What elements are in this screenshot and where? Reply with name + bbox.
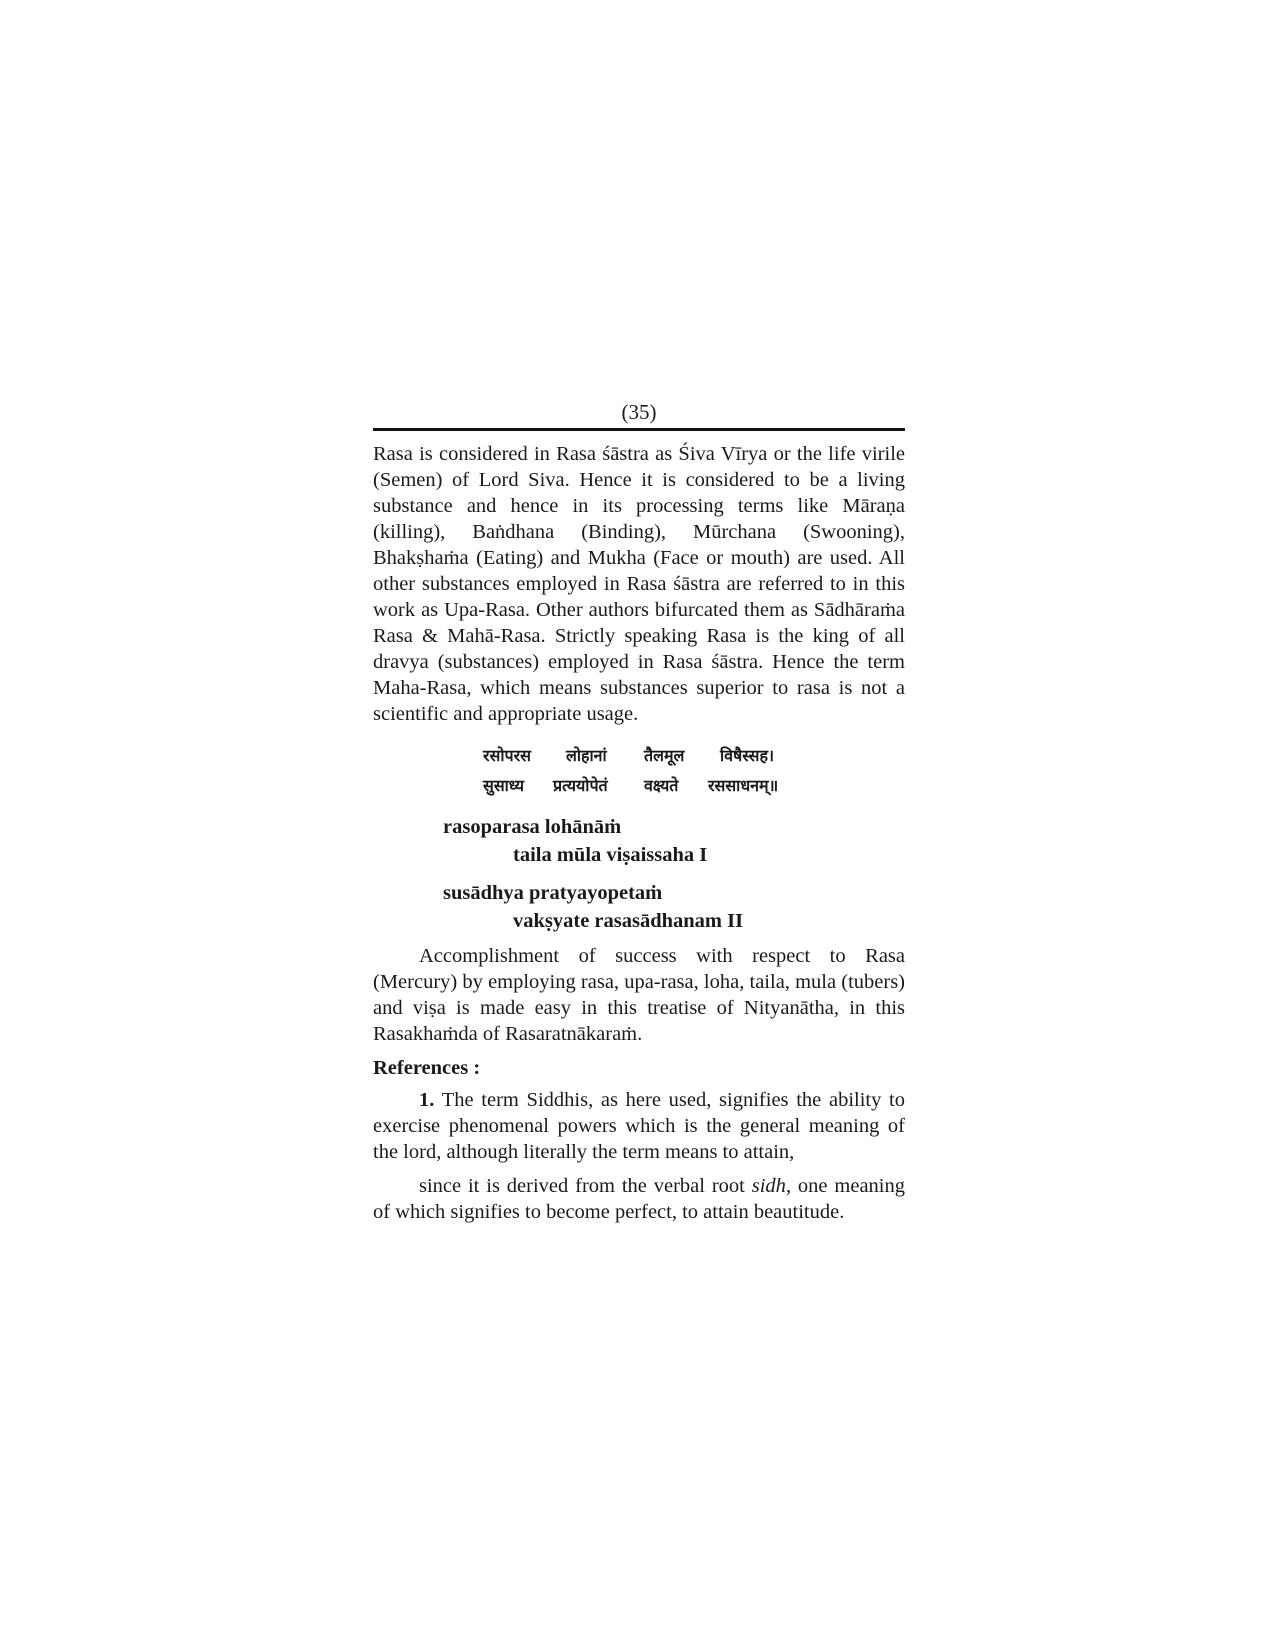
page-number: (35): [621, 400, 657, 424]
sanskrit-word: रसोपरस: [483, 746, 531, 765]
sanskrit-word: सुसाध्य: [483, 776, 525, 795]
reference-item-continuation: [373, 1173, 905, 1225]
spacer: [373, 1165, 905, 1173]
sanskrit-word: तैलमूल: [644, 746, 685, 765]
reference-number: 1.: [419, 1089, 435, 1111]
references-heading: References :: [373, 1057, 481, 1079]
reference-item-1: [373, 1087, 905, 1165]
header-rule: [373, 428, 905, 431]
transliteration-line-4: vakṣyate rasasādhanam II: [513, 910, 744, 932]
reference-text-before: since it is derived from the verbal root: [419, 1175, 752, 1197]
reference-text: The term Siddhis, as here used, signifies the ability to exercise phenomenal powers which is the general meaning of the lord, although literally the term means to attain,: [373, 1089, 905, 1163]
sanskrit-word: विषैस्सह।: [720, 746, 775, 765]
transliteration-line-3: susādhya pratyayopetaṁ: [443, 882, 663, 904]
sanskrit-verse: [483, 741, 905, 801]
page-content: [373, 400, 905, 1225]
sanskrit-verse-line-1: [483, 741, 905, 771]
verse-gap: [443, 869, 905, 879]
reference-text-after: , one meaning of which signifies to become perfect, to attain beautitude.: [373, 1175, 905, 1223]
sanskrit-word: प्रत्ययोपेतं: [553, 776, 608, 795]
transliteration: [443, 813, 905, 935]
spacer: [373, 935, 905, 943]
sanskrit-word: रससाधनम्॥: [708, 776, 779, 795]
transliteration-line-1: rasoparasa lohānāṁ: [443, 816, 622, 838]
transliteration-line-2: taila mūla viṣaissaha I: [513, 844, 708, 866]
sanskrit-word: लोहानां: [566, 746, 607, 765]
sanskrit-word: वक्ष्यते: [644, 776, 679, 795]
reference-italic-term: sidh: [751, 1175, 786, 1197]
sanskrit-verse-line-2: [483, 771, 905, 801]
intro-paragraph: Rasa is considered in Rasa śāstra as Śiva Vīrya or the life virile (Semen) of Lord Siva. Hence it is considered to be a living substance and hence in its processing terms like Māraṇa (killing), Baṅdhana (Binding), Mūrchana (Swooning), Bhakṣhaṁa (Eating) and Mukha (Face or mouth) are used. All other substances employed in Rasa śāstra are referred to in this work as Upa-Rasa. Other authors bifurcated them as Sādhāraṁa Rasa & Mahā-Rasa. Strictly speaking Rasa is the king of all dravya (substances) employed in Rasa śāstra. Hence the term Maha-Rasa, which means substances superior to rasa is not a scientific and appropriate usage.: [373, 443, 905, 725]
translation-paragraph: Accomplishment of success with respect to Rasa (Mercury) by employing rasa, upa-rasa, loha, taila, mula (tubers) and viṣa is made easy in this treatise of Nityanātha, in this Rasakhaṁda of Rasaratnākaraṁ.: [373, 945, 905, 1045]
